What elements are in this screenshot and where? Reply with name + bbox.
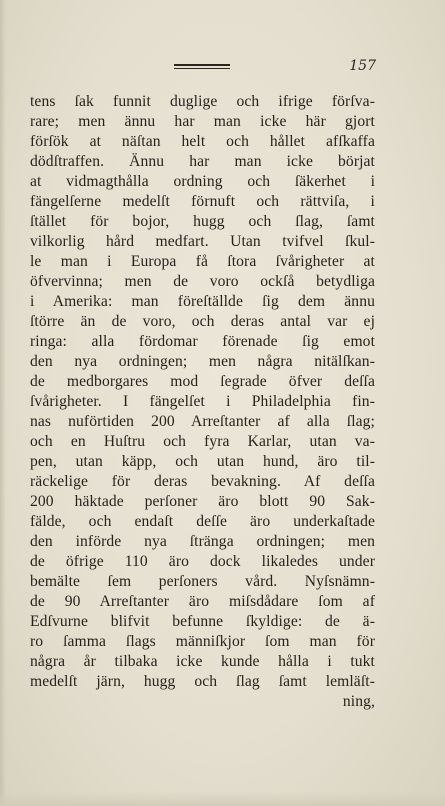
text-line: ſtörre än de voro, och deras antal var ej [30,313,375,330]
text-line: pen, utan käpp, och utan hund, äro til- [30,453,375,470]
text-line: le man i Europa få ſtora ſvårigheter at [30,253,375,270]
text-line: bemälte ſem perſoners vård. Nyſsnämn- [30,573,375,590]
text-line: 200 häktade perſoner äro blott 90 Sak- [30,493,375,510]
text-line: Edſvurne blifvit befunne ſkyldige: de ä- [30,613,375,630]
text-line: förſök at näſtan helt och hållet afſkaffa [30,133,375,150]
text-line: at vidmagthålla ordning och ſäkerhet i [30,173,375,190]
text-line: ſvårigheter. I fängelſet i Philadelphia fin- [30,393,375,410]
page-number: 157 [349,58,376,74]
text-line: den införde nya ſtränga ordningen; men [30,533,375,550]
text-line: öfvervinna; men de voro ockſå betydliga [30,273,375,290]
page-shadow-bottom [0,792,445,806]
text-line: medelſt järn, hugg och ſlag ſamt lemläſt- [30,673,375,690]
text-line: vilkorlig hård medfart. Utan tvifvel ſkul- [30,233,375,250]
text-line: de medborgares mod ſegrade öfver deſſa [30,373,375,390]
text-line: de öfrige 110 äro dock likaledes under [30,553,375,570]
text-line-final: ning, [342,693,375,710]
text-line: och en Huſtru och fyra Karlar, utan va- [30,433,375,450]
text-line: den nya ordningen; men några nitälſkan- [30,353,375,370]
header-ornament-rule [174,64,230,69]
body-text [30,92,375,712]
text-line: ro ſamma ſlags männiſkjor ſom man för [30,633,375,650]
text-line: fälde, och endaſt deſſe äro underkaſtade [30,513,375,530]
text-line: ringa: alla fördomar förenade ſig emot [30,333,375,350]
text-line: de 90 Arreſtanter äro miſsdådare ſom af [30,593,375,610]
text-line: räckelige för deras bevakning. Af deſſa [30,473,375,490]
text-line: dödſtraffen. Ännu har man icke börjat [30,153,375,170]
text-line: några år tilbaka icke kunde hålla i tukt [30,653,375,670]
text-line: nas nuförtiden 200 Arreſtanter af alla ſlag; [30,413,375,430]
text-line: fängelſerne medelſt förnuft och rättviſa, i [30,193,375,210]
text-line: rare; men ännu har man icke här gjort [30,113,375,130]
text-line: ſtället för bojor, hugg och ſlag, ſamt [30,213,375,230]
page-shadow-left [0,0,6,806]
text-line: i Amerika: man föreſtällde ſig dem ännu [30,293,375,310]
text-line: tens ſak funnit duglige och ifrige förſva- [30,93,375,110]
